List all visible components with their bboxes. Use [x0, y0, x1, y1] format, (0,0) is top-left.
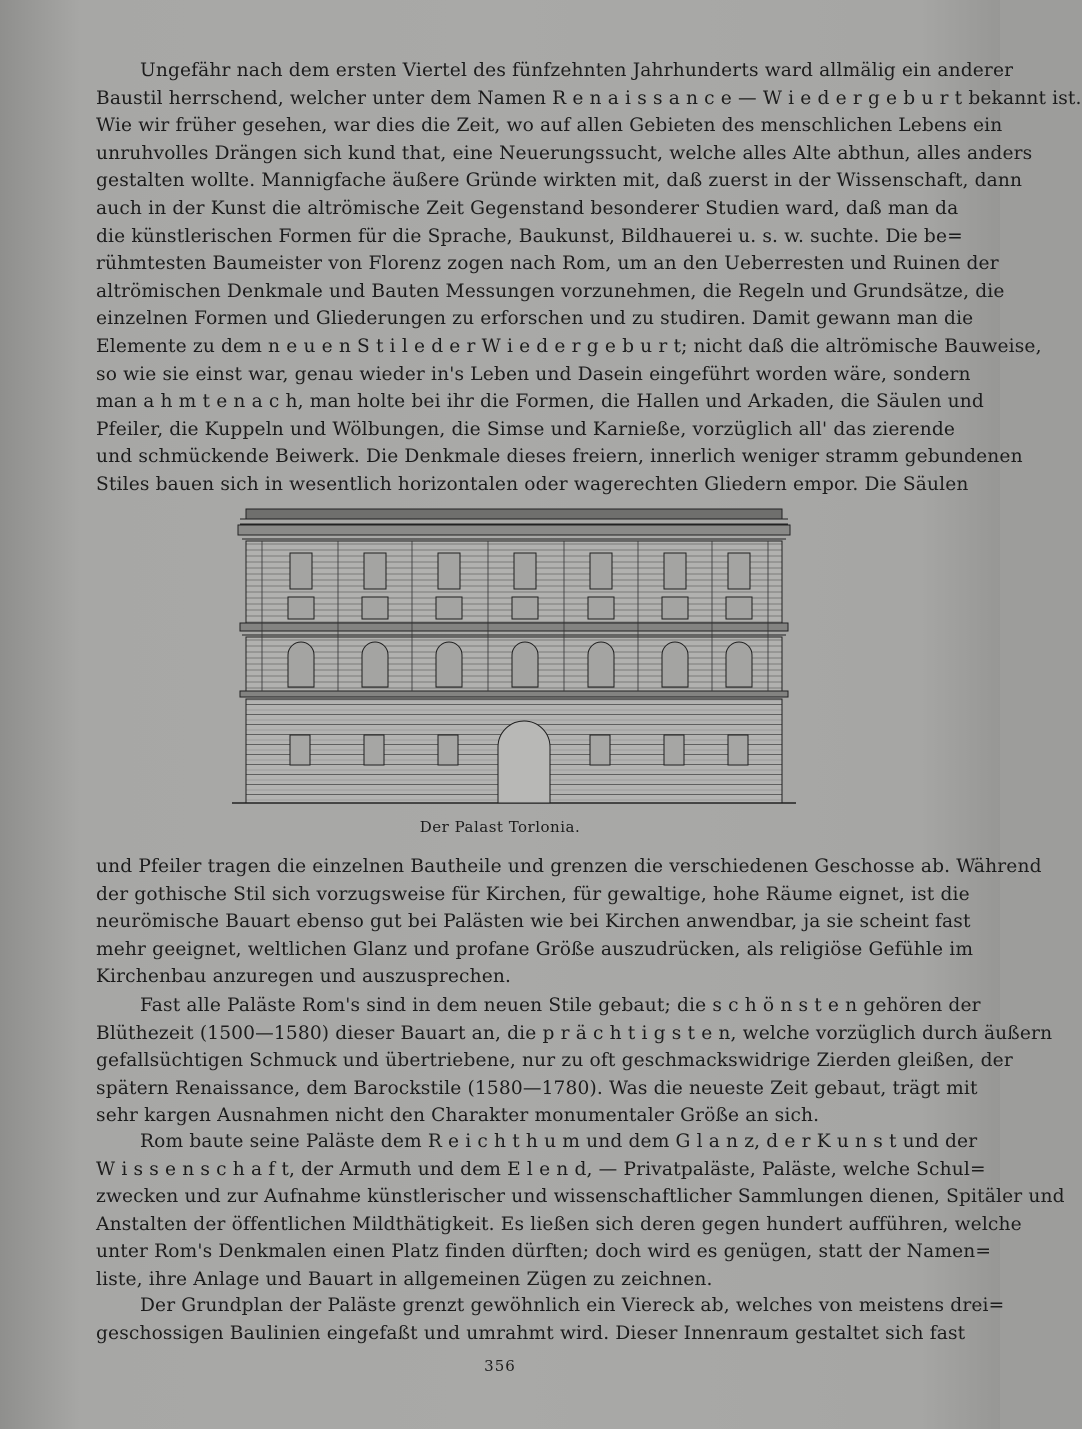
text-line: Elemente zu dem n e u e n S t i l e d e r W i e d e r g e b u r t; nicht daß die altrömische Bauweise, — [96, 335, 1042, 357]
text-line: und schmückende Beiwerk. Die Denkmale dieses freiern, innerlich weniger stramm gebundenen — [96, 446, 1023, 468]
text-line: Ungefähr nach dem ersten Viertel des fünfzehnten Jahrhunderts ward allmälig ein anderer — [140, 60, 1014, 81]
text-line: einzelnen Formen und Gliederungen zu erforschen und zu studiren. Damit gewann man die — [96, 308, 974, 330]
page-number: 356 — [484, 1357, 516, 1375]
text-line: unruhvolles Drängen sich kund that, eine Neuerungssucht, welche alles Alte abthun, alles anders — [96, 142, 1033, 164]
text-line: gestalten wollte. Mannigfache äußere Gründe wirkten mit, daß zuerst in der Wissenschaft, dann — [96, 170, 1023, 192]
paragraph-5 — [96, 1292, 1005, 1347]
text-line: W i s s e n s c h a f t, der Armuth und dem E l e n d, — Privatpaläste, Paläste, welche Schul= — [96, 1158, 986, 1180]
text-line: man a h m t e n a c h, man holte bei ihr die Formen, die Hallen und Arkaden, die Säulen und — [96, 391, 984, 413]
text-line: und Pfeiler tragen die einzelnen Bautheile und grenzen die verschiedenen Geschosse ab. Während — [96, 856, 1042, 877]
text-line: Blüthezeit (1500—1580) dieser Bauart an, die p r ä c h t i g s t e n, welche vorzüglich durch äußern — [96, 1022, 1053, 1044]
text-line: geschossigen Baulinien eingefaßt und umrahmt wird. Dieser Innenraum gestaltet sich fast — [96, 1322, 966, 1344]
text-line: rühmtesten Baumeister von Florenz zogen nach Rom, um an den Ueberresten und Ruinen der — [96, 253, 999, 275]
text-line: Fast alle Paläste Rom's sind in dem neuen Stile gebaut; die s c h ö n s t e n gehören der — [140, 995, 981, 1016]
text-line: neurömische Bauart ebenso gut bei Palästen wie bei Kirchen anwendbar, ja sie scheint fast — [96, 911, 971, 933]
text-line: Baustil herrschend, welcher unter dem Namen R e n a i s s a n c e — W i e d e r g e b u r t bekannt ist. — [96, 87, 1082, 109]
text-line: sehr kargen Ausnahmen nicht den Charakter monumentaler Größe an sich. — [96, 1105, 820, 1127]
text-line: Der Grundplan der Paläste grenzt gewöhnlich ein Viereck ab, welches von meistens drei= — [140, 1295, 1005, 1316]
text-line: so wie sie einst war, genau wieder in's Leben und Dasein eingeführt worden wäre, sondern — [96, 363, 971, 385]
paragraph-4 — [96, 1128, 1065, 1294]
paragraph-2 — [96, 853, 1042, 991]
paragraph-1 — [96, 57, 1082, 499]
text-line: unter Rom's Denkmalen einen Platz finden dürften; doch wird es genügen, statt der Namen= — [96, 1241, 992, 1263]
paragraph-3 — [96, 992, 1053, 1130]
text-line: spätern Renaissance, dem Barockstile (1580—1780). Was die neueste Zeit gebaut, trägt mit — [96, 1077, 978, 1099]
text-line: die künstlerischen Formen für die Sprache, Baukunst, Bildhauerei u. s. w. suchte. Die be= — [96, 225, 963, 247]
text-line: mehr geeignet, weltlichen Glanz und profane Größe auszudrücken, als religiöse Gefühle im — [96, 938, 974, 960]
text-line: zwecken und zur Aufnahme künstlerischer und wissenschaftlicher Sammlungen dienen, Spitäler und — [96, 1186, 1065, 1208]
text-line: altrömischen Denkmale und Bauten Messungen vorzunehmen, die Regeln und Grundsätze, die — [96, 280, 1005, 302]
figure-caption: Der Palast Torlonia. — [419, 818, 581, 836]
text-line: Anstalten der öffentlichen Mildthätigkeit. Es ließen sich deren gegen hundert aufführen, welche — [96, 1213, 1022, 1235]
text-line: Rom baute seine Paläste dem R e i c h t h u m und dem G l a n z, d e r K u n s t und der — [140, 1131, 978, 1152]
text-line: Pfeiler, die Kuppeln und Wölbungen, die Simse und Karnieße, vorzüglich all' das zierende — [96, 418, 956, 440]
text-line: auch in der Kunst die altrömische Zeit Gegenstand besonderer Studien ward, daß man da — [96, 197, 959, 219]
text-line: Wie wir früher gesehen, war dies die Zeit, wo auf allen Gebieten des menschlichen Lebens ein — [96, 115, 1003, 137]
text-line: Kirchenbau anzuregen und auszusprechen. — [96, 966, 512, 988]
text-line: Stiles bauen sich in wesentlich horizontalen oder wagerechten Gliedern empor. Die Säulen — [96, 473, 969, 495]
palace-illustration — [232, 505, 796, 813]
text-line: liste, ihre Anlage und Bauart in allgemeinen Zügen zu zeichnen. — [96, 1268, 713, 1290]
text-line: der gothische Stil sich vorzugsweise für Kirchen, für gewaltige, hohe Räume eignet, ist die — [96, 883, 970, 905]
text-line: gefallsüchtigen Schmuck und übertriebene, nur zu oft geschmackswidrige Zierden gleißen, der — [96, 1050, 1013, 1072]
